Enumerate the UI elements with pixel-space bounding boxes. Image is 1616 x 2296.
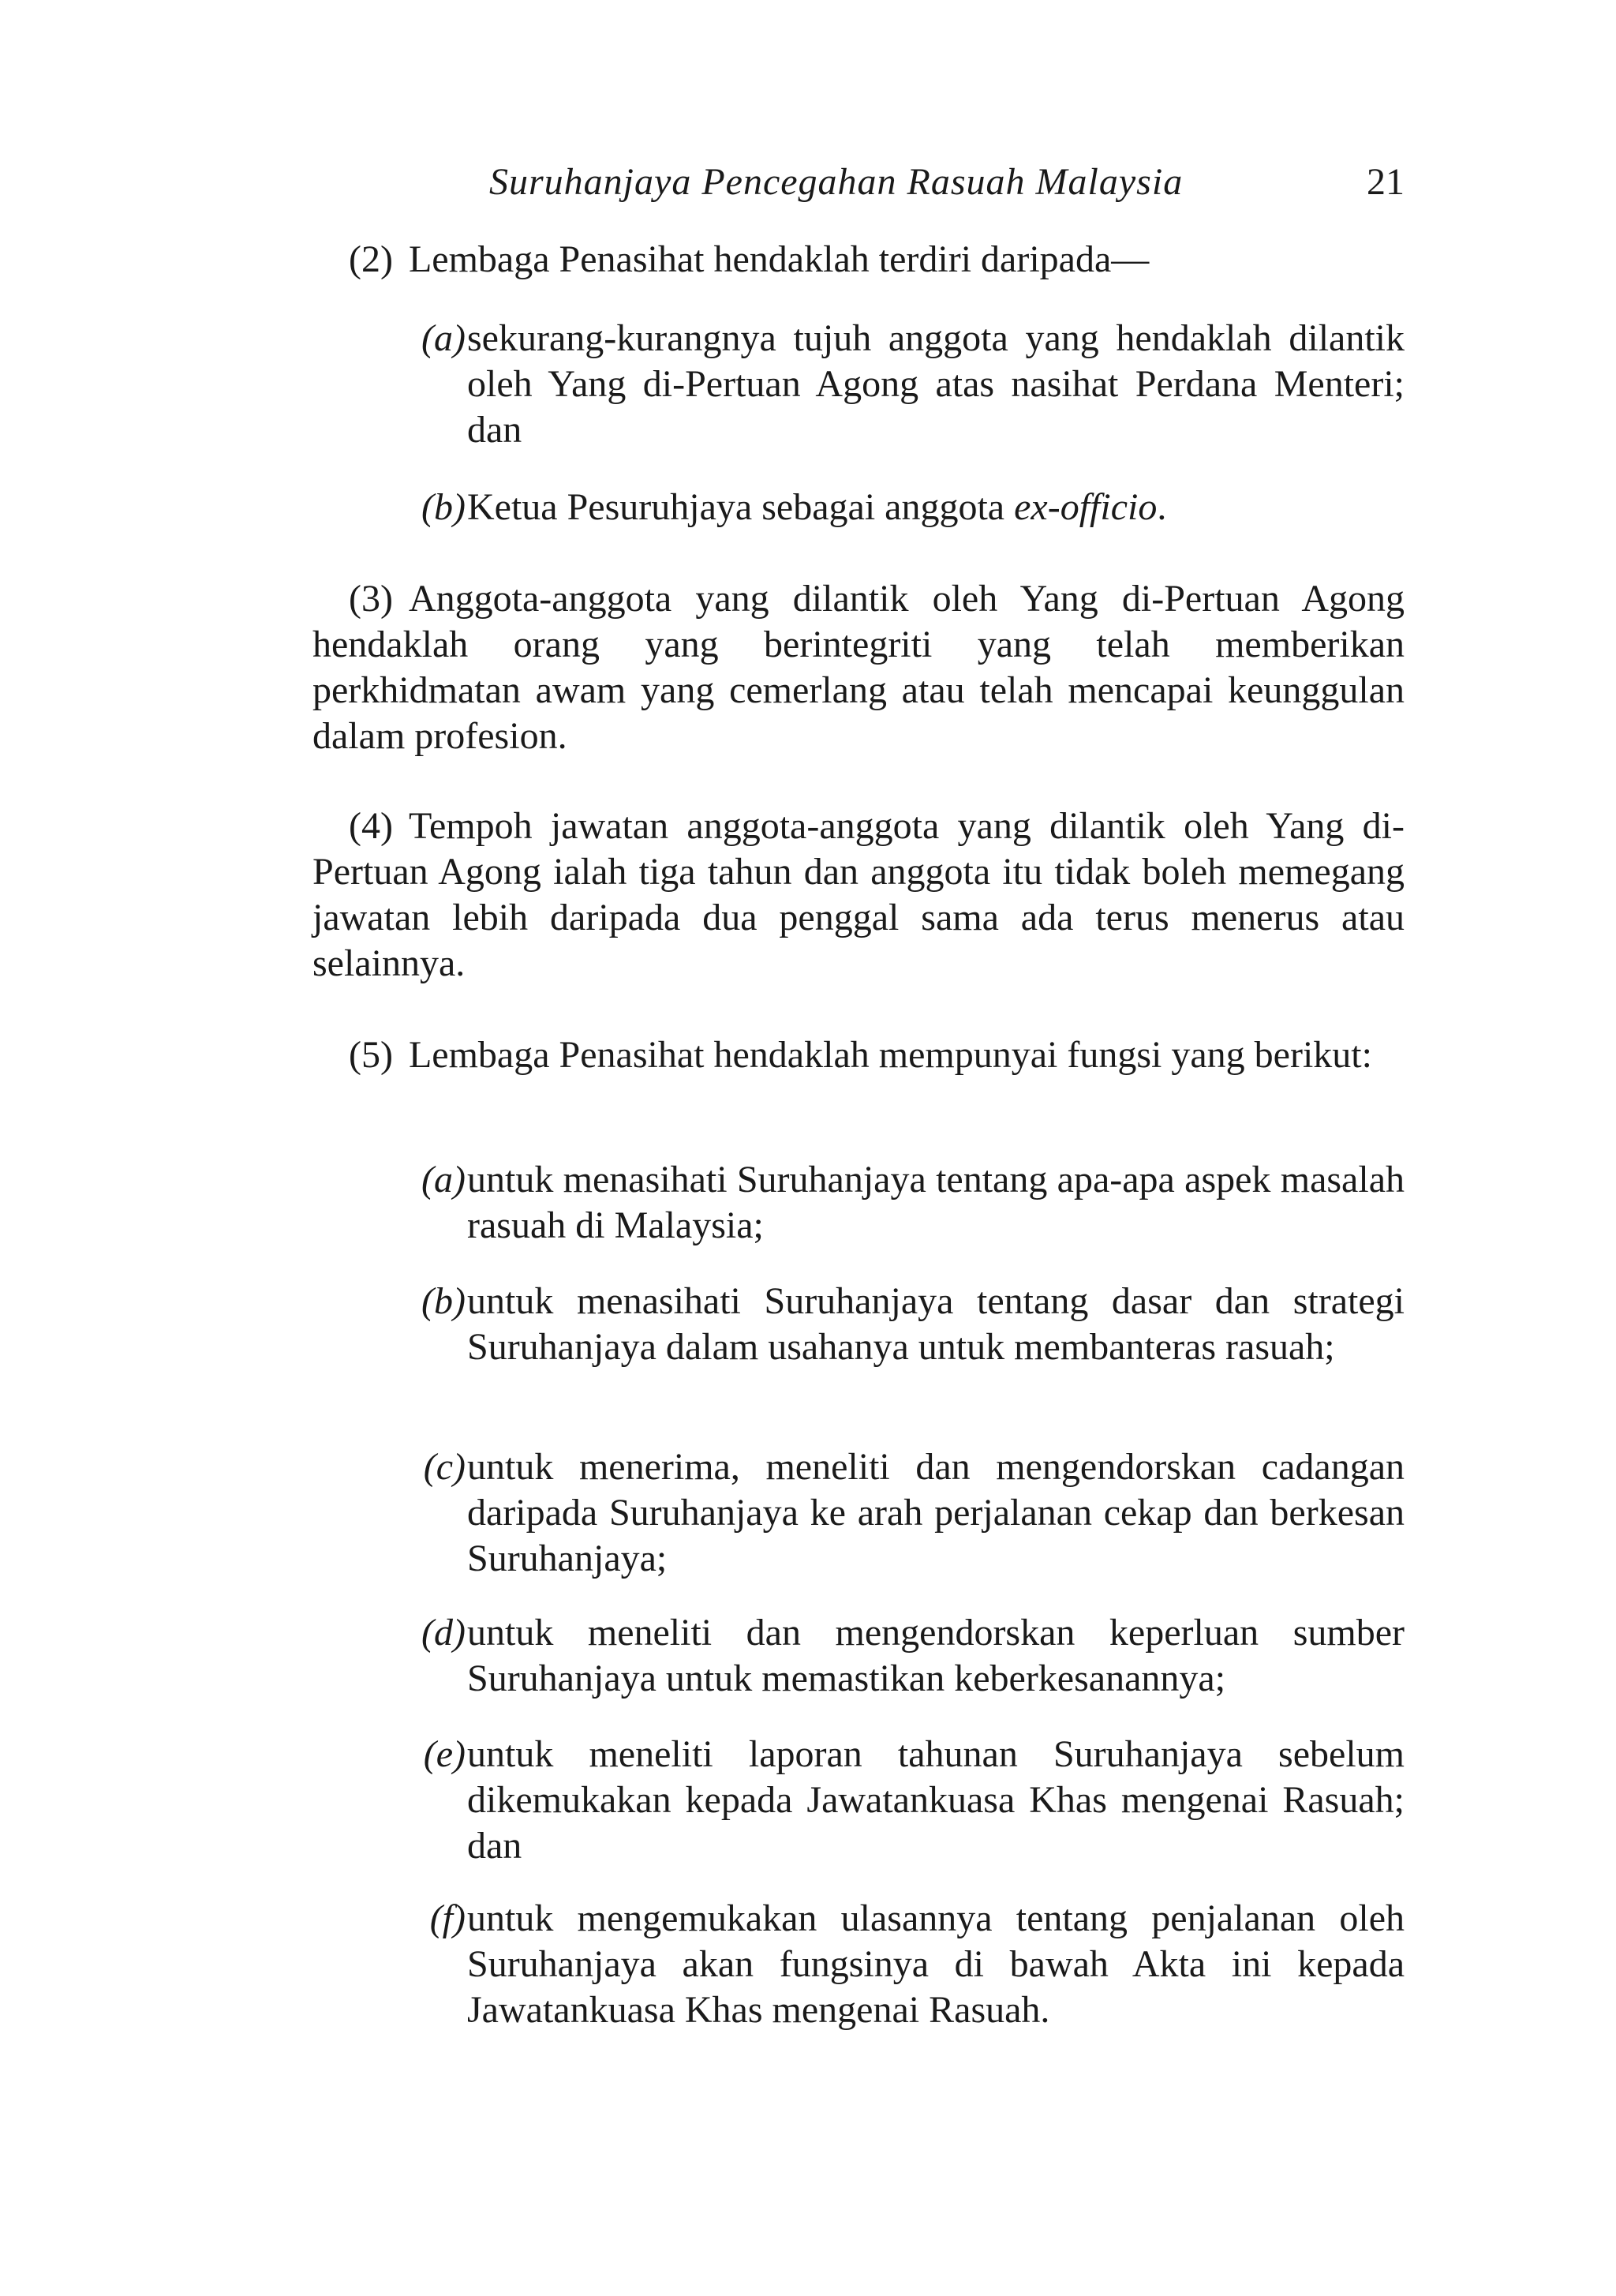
item-label: (d) xyxy=(421,1612,466,1654)
item-text: untuk menerima, meneliti dan mengendorskan cadangan daripada Suruhanjaya ke arah perjalanan cekap dan berkesan Suruhanjaya; xyxy=(467,1446,1405,1579)
item-text-suffix: . xyxy=(1157,486,1167,528)
running-header xyxy=(489,155,1405,210)
item-text-emphasis: ex-officio xyxy=(1014,486,1158,528)
subsection-3 xyxy=(312,576,1405,759)
item-label: (c) xyxy=(423,1446,466,1488)
item-label: (b) xyxy=(421,1280,466,1322)
item-text xyxy=(467,485,1405,530)
subsection-text: Anggota-anggota yang dilantik oleh Yang di-Pertuan Agong hendaklah orang yang berintegriti yang telah memberikan perkhidmatan awam yang cemerlang atau telah mencapai keunggulan dalam profesion. xyxy=(312,578,1405,757)
subsection-number: (5) xyxy=(349,1034,393,1076)
item-text: untuk meneliti laporan tahunan Suruhanjaya sebelum dikemukakan kepada Jawatankuasa Khas mengenai Rasuah; dan xyxy=(467,1733,1405,1867)
item-label: (a) xyxy=(421,1159,466,1200)
item-text: untuk menasihati Suruhanjaya tentang apa-apa aspek masalah rasuah di Malaysia; xyxy=(467,1159,1405,1246)
item-text: untuk menasihati Suruhanjaya tentang dasar dan strategi Suruhanjaya dalam usahanya untuk membanteras rasuah; xyxy=(467,1280,1405,1368)
item-text: untuk mengemukakan ulasannya tentang penjalanan oleh Suruhanjaya akan fungsinya di bawah Akta ini kepada Jawatankuasa Khas mengenai Rasuah. xyxy=(467,1897,1405,2031)
item-label: (a) xyxy=(421,317,466,359)
page-number: 21 xyxy=(1367,161,1405,203)
subsection-number: (3) xyxy=(349,578,393,620)
item-label: (f) xyxy=(429,1897,466,1939)
item-label: (e) xyxy=(423,1733,466,1775)
subsection-number: (4) xyxy=(349,805,393,847)
item-text: sekurang-kurangnya tujuh anggota yang hendaklah dilantik oleh Yang di-Pertuan Agong atas nasihat Perdana Menteri; dan xyxy=(467,317,1405,451)
subsection-text: Lembaga Penasihat hendaklah terdiri daripada— xyxy=(408,238,1150,280)
running-title: Suruhanjaya Pencegahan Rasuah Malaysia xyxy=(489,161,1184,203)
subsection-number: (2) xyxy=(349,238,393,280)
item-text-main: Ketua Pesuruhjaya sebagai anggota xyxy=(467,486,1015,528)
subsection-text: Tempoh jawatan anggota-anggota yang dilantik oleh Yang di-Pertuan Agong ialah tiga tahun dan anggota itu tidak boleh memegang jawatan lebih daripada dua penggal sama ada terus menerus atau selainnya. xyxy=(312,805,1405,984)
subsection-2 xyxy=(312,237,1405,283)
item-text: untuk meneliti dan mengendorskan keperluan sumber Suruhanjaya untuk memastikan keberkesanannya; xyxy=(467,1612,1405,1699)
subsection-4 xyxy=(312,803,1405,987)
subsection-text: Lembaga Penasihat hendaklah mempunyai fungsi yang berikut: xyxy=(408,1034,1372,1076)
subsection-5 xyxy=(312,1032,1405,1078)
item-label: (b) xyxy=(421,486,466,528)
